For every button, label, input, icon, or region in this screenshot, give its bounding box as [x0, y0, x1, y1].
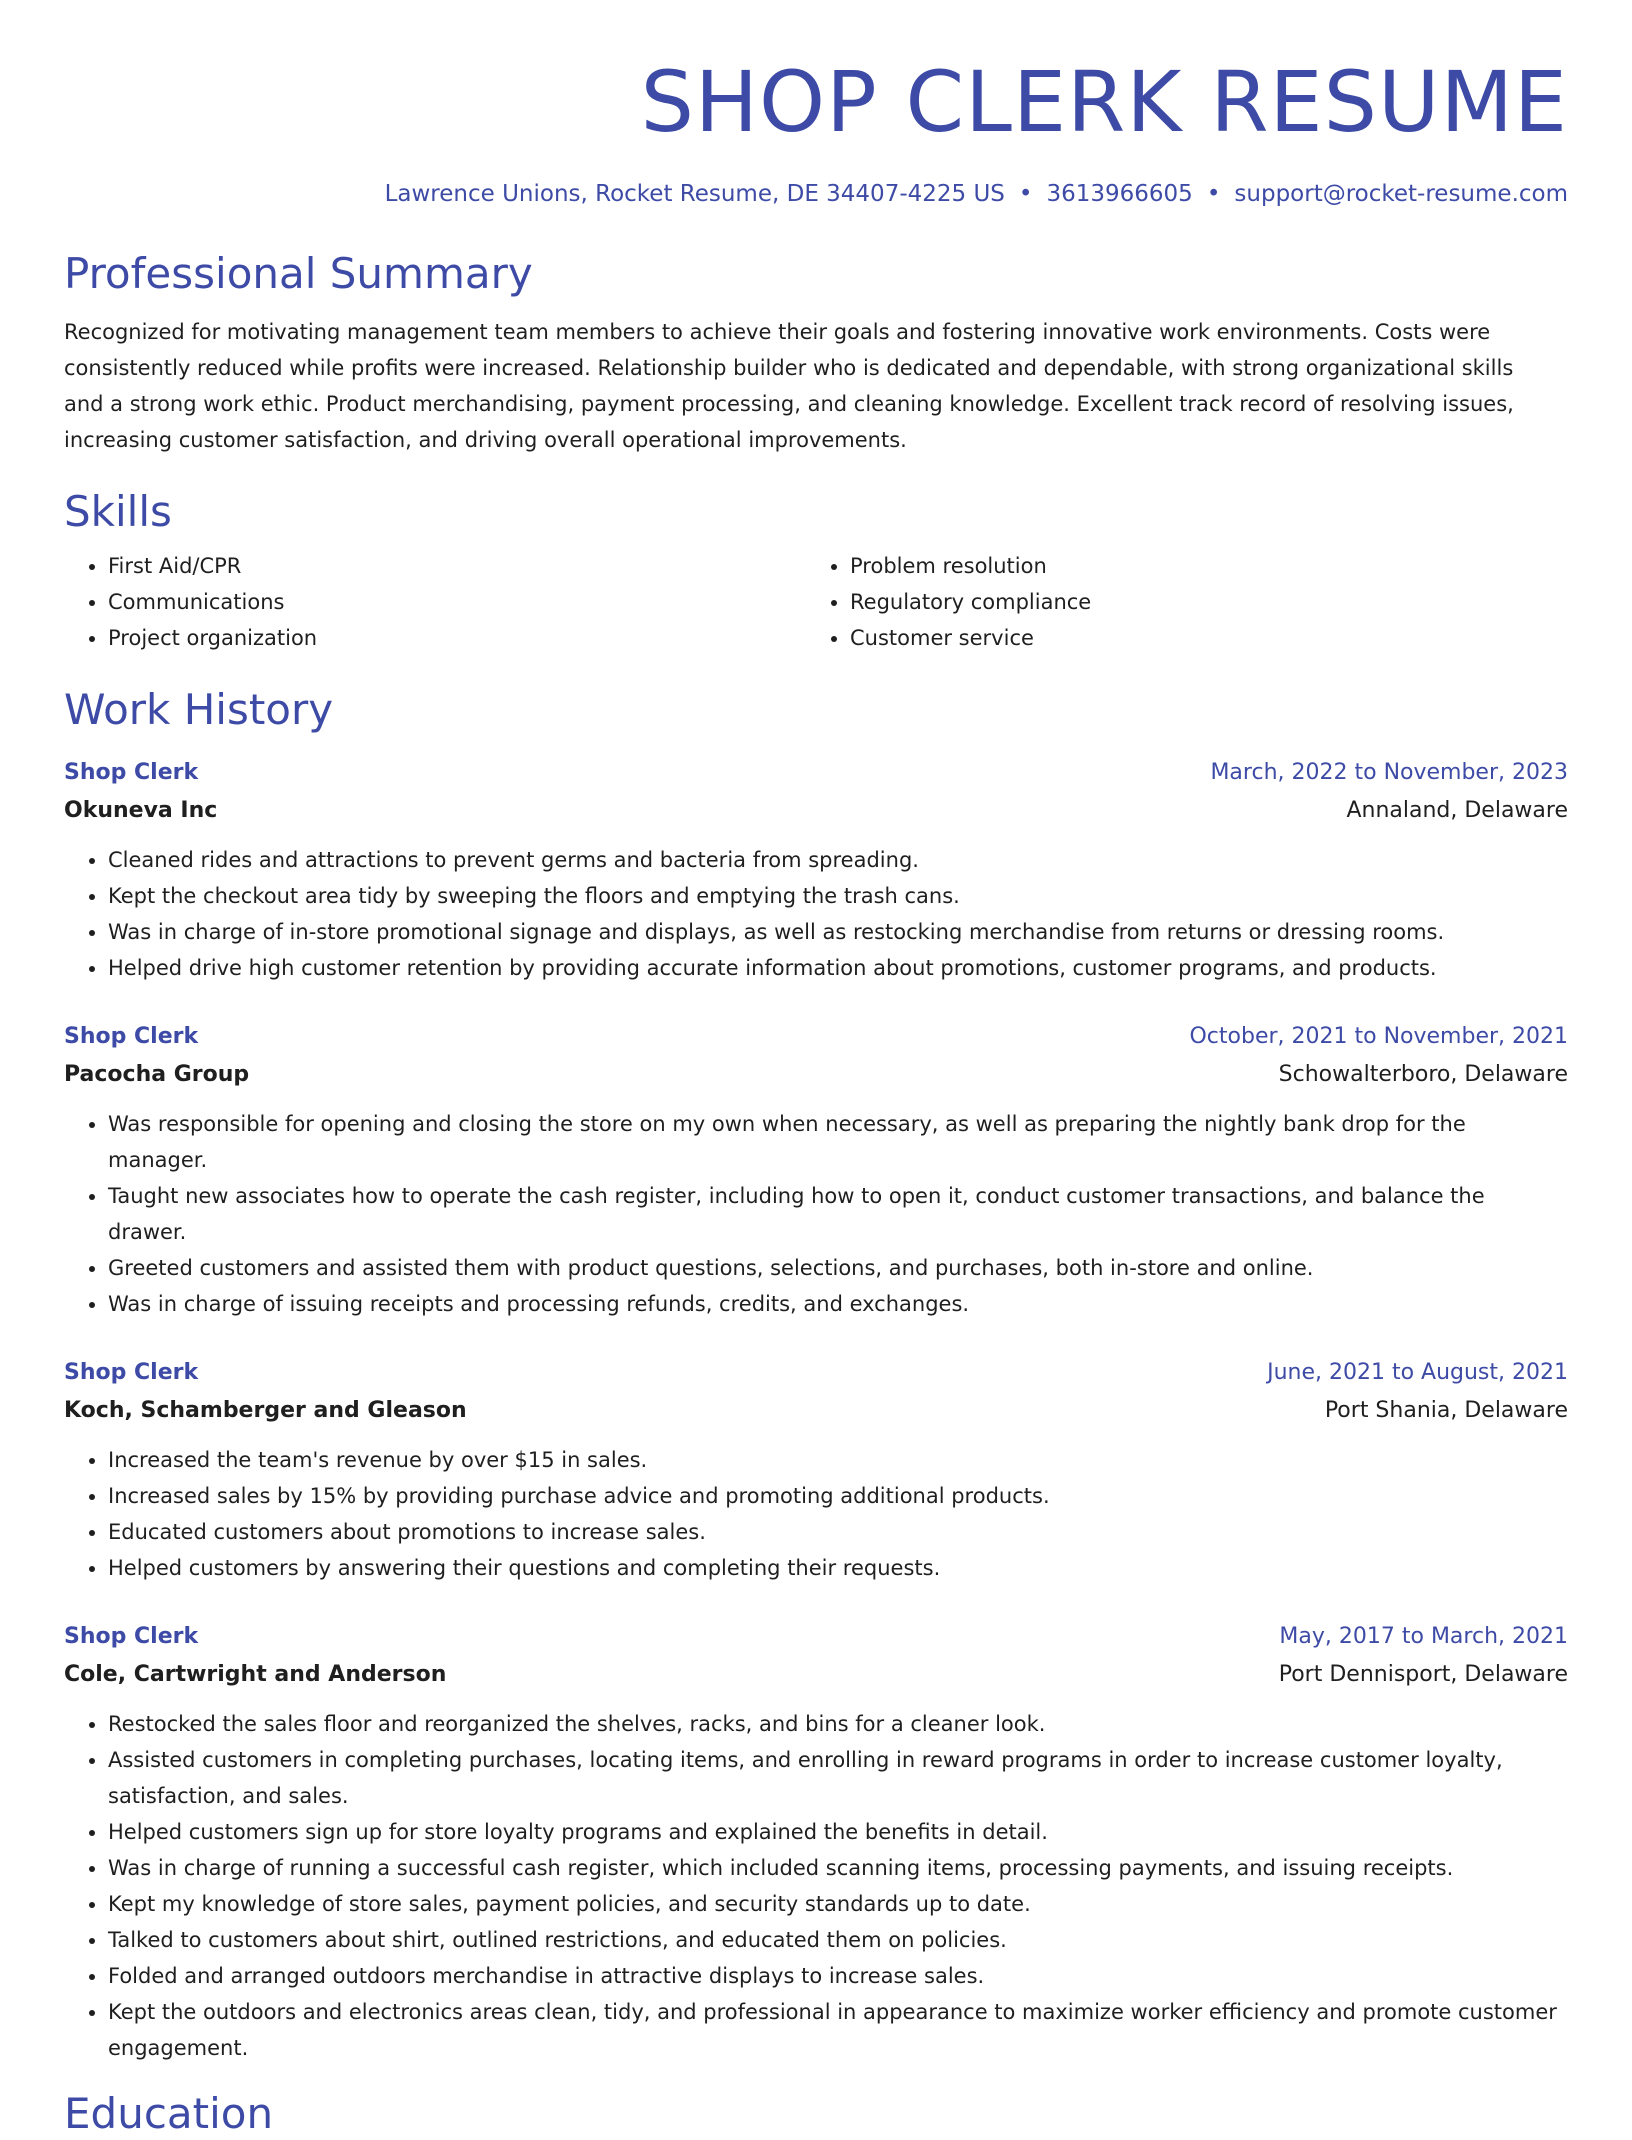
job-entry — [64, 1018, 1568, 1322]
job-header-row — [64, 1618, 1568, 1656]
contact-email: support@rocket-resume.com — [1234, 181, 1568, 207]
job-bullet: • Cleaned rides and attractions to prevent germs and bacteria from spreading. — [108, 842, 1568, 878]
job-bullet: • Helped customers sign up for store loyalty programs and explained the benefits in detail. — [108, 1814, 1568, 1850]
work-history-heading: Work History — [64, 685, 334, 734]
job-company-row — [64, 1656, 1568, 1694]
job-bullet: • Kept the checkout area tidy by sweeping the floors and emptying the trash cans. — [108, 878, 1568, 914]
job-entry — [64, 1618, 1568, 2066]
job-header-row — [64, 1354, 1568, 1392]
job-title: Shop Clerk — [64, 1624, 199, 1649]
job-location: Annaland, Delaware — [1346, 798, 1568, 823]
skills-heading: Skills — [64, 487, 172, 536]
job-bullet: • Was in charge of running a successful cash register, which included scanning items, processing payments, and issuing receipts. — [108, 1850, 1568, 1886]
job-bullet: • Assisted customers in completing purchases, locating items, and enrolling in reward programs in order to increase customer loyalty, satisfaction, and sales. — [108, 1742, 1568, 1814]
job-company-row — [64, 1056, 1568, 1094]
resume-title: SHOP CLERK RESUME — [640, 53, 1568, 151]
job-bullet: • Educated customers about promotions to increase sales. — [108, 1514, 1568, 1550]
skill-item: • First Aid/CPR — [108, 548, 806, 584]
job-company: Cole, Cartwright and Anderson — [64, 1662, 447, 1687]
job-header-row — [64, 1018, 1568, 1056]
job-dates: March, 2022 to November, 2023 — [1210, 760, 1568, 785]
job-bullet: • Greeted customers and assisted them with product questions, selections, and purchases, both in-store and online. — [108, 1250, 1568, 1286]
job-dates: May, 2017 to March, 2021 — [1279, 1624, 1568, 1649]
contact-separator: • — [1206, 181, 1221, 207]
job-bullet: • Kept my knowledge of store sales, payment policies, and security standards up to date. — [108, 1886, 1568, 1922]
job-bullet: • Folded and arranged outdoors merchandise in attractive displays to increase sales. — [108, 1958, 1568, 1994]
job-entry — [64, 1354, 1568, 1586]
job-bullet: • Was in charge of issuing receipts and processing refunds, credits, and exchanges. — [108, 1286, 1568, 1322]
job-bullet: • Kept the outdoors and electronics areas clean, tidy, and professional in appearance to maximize worker efficiency and promote customer engagement. — [108, 1994, 1568, 2066]
job-company: Koch, Schamberger and Gleason — [64, 1398, 467, 1423]
contact-line — [64, 178, 1568, 210]
job-bullets — [64, 1106, 1568, 1322]
job-dates: October, 2021 to November, 2021 — [1189, 1024, 1568, 1049]
skills-list — [64, 548, 1568, 656]
job-title: Shop Clerk — [64, 760, 199, 785]
job-header-row — [64, 754, 1568, 792]
summary-heading: Professional Summary — [64, 249, 533, 298]
contact-address: Lawrence Unions, Rocket Resume, DE 34407-4225 US — [384, 181, 1005, 207]
skill-item: • Customer service — [850, 620, 1548, 656]
skills-column-right — [806, 548, 1548, 656]
job-bullet: • Restocked the sales floor and reorganized the shelves, racks, and bins for a cleaner look. — [108, 1706, 1568, 1742]
summary-text: Recognized for motivating management team members to achieve their goals and fostering innovative work environments. Costs were consistently reduced while profits were increased. Relationship builder who is dedicated and dependable, with strong organizational skills and a strong work ethic. Product merchandising, payment processing, and cleaning knowledge. Excellent track record of resolving issues, increasing customer satisfaction, and driving overall operational improvements. — [64, 320, 1514, 452]
job-title: Shop Clerk — [64, 1024, 199, 1049]
job-bullet: • Increased sales by 15% by providing purchase advice and promoting additional products. — [108, 1478, 1568, 1514]
skills-column-left — [64, 548, 806, 656]
job-bullet: • Helped customers by answering their questions and completing their requests. — [108, 1550, 1568, 1586]
job-bullets — [64, 1706, 1568, 2066]
job-location: Schowalterboro, Delaware — [1278, 1062, 1568, 1087]
job-entry — [64, 754, 1568, 986]
job-bullet: • Was responsible for opening and closing the store on my own when necessary, as well as preparing the nightly bank drop for the manager. — [108, 1106, 1568, 1178]
job-bullet: • Was in charge of in-store promotional signage and displays, as well as restocking merchandise from returns or dressing rooms. — [108, 914, 1568, 950]
skill-item: • Communications — [108, 584, 806, 620]
job-company-row — [64, 1392, 1568, 1430]
skill-item: • Regulatory compliance — [850, 584, 1548, 620]
job-bullet: • Talked to customers about shirt, outlined restrictions, and educated them on policies. — [108, 1922, 1568, 1958]
job-bullets — [64, 1442, 1568, 1586]
job-company: Pacocha Group — [64, 1062, 250, 1087]
job-location: Port Shania, Delaware — [1324, 1398, 1568, 1423]
contact-separator: • — [1018, 181, 1033, 207]
job-bullet: • Taught new associates how to operate the cash register, including how to open it, conduct customer transactions, and balance the drawer. — [108, 1178, 1568, 1250]
job-company: Okuneva Inc — [64, 798, 218, 823]
education-heading: Education — [64, 2089, 274, 2138]
skill-item: • Problem resolution — [850, 548, 1548, 584]
job-bullets — [64, 842, 1568, 986]
resume-page — [64, 0, 1568, 2140]
job-bullet: • Helped drive high customer retention by providing accurate information about promotions, customer programs, and products. — [108, 950, 1568, 986]
skill-item: • Project organization — [108, 620, 806, 656]
job-bullet: • Increased the team's revenue by over $15 in sales. — [108, 1442, 1568, 1478]
job-title: Shop Clerk — [64, 1360, 199, 1385]
job-company-row — [64, 792, 1568, 830]
job-dates: June, 2021 to August, 2021 — [1267, 1360, 1568, 1385]
contact-phone: 3613966605 — [1046, 181, 1193, 207]
job-location: Port Dennisport, Delaware — [1278, 1662, 1568, 1687]
